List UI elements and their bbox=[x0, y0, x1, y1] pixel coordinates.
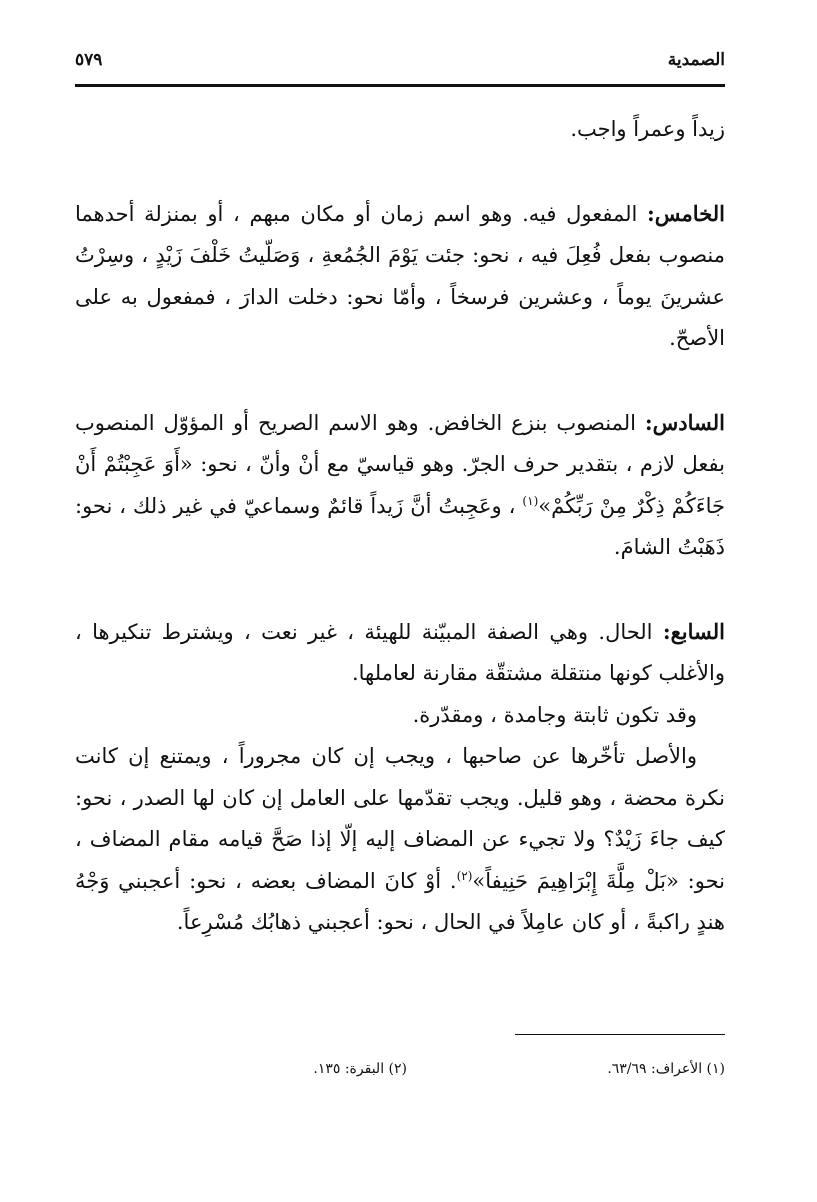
footnote-separator bbox=[515, 1034, 725, 1035]
section-label-fifth: الخامس: bbox=[647, 200, 725, 226]
footnote-ref-2: (٢) bbox=[456, 868, 473, 883]
running-title: الصمدية bbox=[667, 50, 725, 70]
paragraph-text: وقد تكون ثابتة وجامدة ، ومقدّرة. bbox=[412, 702, 697, 727]
footnote-ref-1: (١) bbox=[522, 493, 539, 508]
running-header bbox=[75, 40, 725, 87]
paragraph-text: زيداً وعمراً واجب. bbox=[570, 117, 725, 141]
paragraph-text: المفعول فيه. وهو اسم زمان أو مكان مبهم ، أو بمنزلة أحدهما منصوب بفعل فُعِلَ فيه ، نحو: جئت يَوْمَ الجُمُعةِ ، وَصَلّيتُ خَلْفَ زَيْدٍ ، وسِرْتُ عشرينَ يوماً ، وعشرين فرسخاً ، وأمّا نحو: دخلت الدارَ ، فمفعول به على الأصحّ. bbox=[75, 201, 725, 350]
paragraph-seventh-2 bbox=[75, 695, 725, 737]
page-number: ٥٧٩ bbox=[75, 50, 103, 70]
paragraph-fifth bbox=[75, 193, 725, 360]
main-text bbox=[75, 109, 725, 944]
paragraph-continuation bbox=[75, 109, 725, 151]
section-label-seventh: السابع: bbox=[662, 618, 725, 644]
paragraph-text: والأصل تأخّرها عن صاحبها ، ويجب إن كان مجروراً ، ويمتنع إن كانت نكرة محضة ، وهو قليل. ويجب تقدّمها على العامل إن كان لها الصدر ، نحو: كيف جاءَ زَيْدٌ؟ ولا تجيء عن المضاف إليه إلّا إذا صَحَّ قيامه مقام المضاف ، نحو: «بَلْ مِلَّةَ إِبْرَاهِيمَ حَنِيفاً» bbox=[75, 744, 725, 893]
paragraph-text: المنصوب بنزع الخافض. وهو الاسم الصريح أو المؤوّل المنصوب بفعل لازم ، بتقدير حرف الجرّ. وهو قياسيّ مع أنْ وأنّ ، نحو: «أَوَ عَجِبْتُمْ أَنْ جَاءَكُمْ ذِكْرٌ مِنْ رَبِّكُمْ» bbox=[75, 410, 725, 518]
paragraph-seventh bbox=[75, 611, 725, 695]
paragraph-seventh-3 bbox=[75, 736, 725, 944]
paragraph-sixth bbox=[75, 402, 725, 569]
book-page bbox=[75, 40, 725, 944]
paragraph-text: الحال. وهي الصفة المبيّنة للهيئة ، غير نعت ، ويشترط تنكيرها ، والأغلب كونها منتقلة مشتقّة مقارنة لعاملها. bbox=[75, 619, 725, 685]
paragraph-text: . أوْ كانَ المضاف بعضه ، نحو: أعجبني وَجْهُ هندٍ راكبةً ، أو كان عامِلاً في الحال ، نحو: أعجبني ذهابُك مُسْرِعاً. bbox=[75, 868, 725, 934]
footnote-2: (٢) البقرة: ١٣٥. bbox=[313, 1061, 407, 1077]
paragraph-text: ، وعَجِبتُ أنَّ زَيداً قائمٌ وسماعيّ في غير ذلك ، نحو: ذَهَبْتُ الشامَ. bbox=[75, 493, 725, 559]
section-label-sixth: السادس: bbox=[644, 409, 725, 435]
footnote-1: (١) الأعراف: ٦٣/٦٩. bbox=[607, 1061, 725, 1077]
